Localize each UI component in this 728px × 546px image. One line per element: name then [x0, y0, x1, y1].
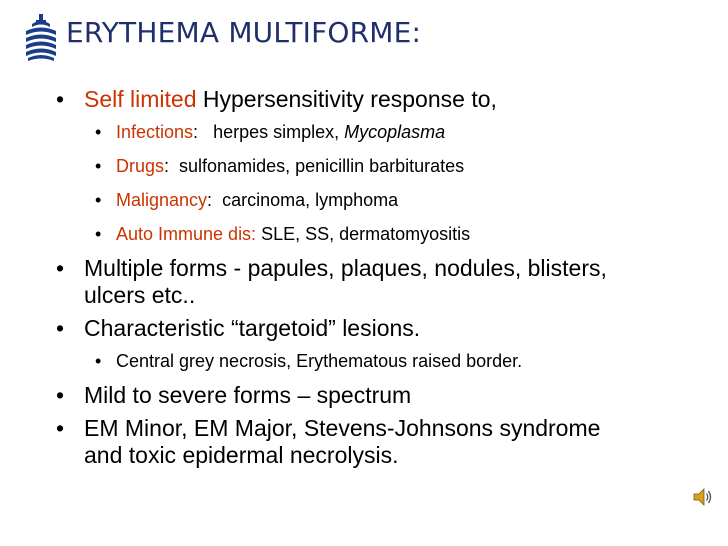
sub-bullet-item [0, 153, 728, 180]
bullet-item [0, 415, 644, 469]
sub-bullet-text: Central grey necrosis, Erythematous raised border. [116, 351, 523, 371]
sub-bullet-text: carcinoma, lymphoma [222, 190, 399, 210]
sub-bullet-italic: Mycoplasma [344, 122, 446, 142]
sub-bullet-text: SLE, SS, dermatomyositis [261, 224, 471, 244]
bullet-item [0, 86, 728, 113]
sub-bullet-separator: : [207, 190, 223, 210]
bullet-text: Hypersensitivity response to, [196, 86, 497, 112]
sub-bullet-term: Malignancy [116, 190, 208, 210]
sub-bullet-separator: : [164, 156, 180, 176]
sub-bullet-item [0, 187, 728, 214]
bullet-text: Multiple forms - papules, plaques, nodules, blisters, ulcers etc.. [84, 255, 607, 308]
slide-body [0, 86, 728, 475]
bullet-text: EM Minor, EM Major, Stevens-Johnsons syndrome and toxic epidermal necrolysis. [84, 415, 601, 468]
sub-bullet-text: sulfonamides, penicillin barbiturates [179, 156, 465, 176]
bullet-text: Characteristic “targetoid” lesions. [84, 315, 421, 341]
sub-bullet-separator: : [193, 122, 214, 142]
slide-header [0, 0, 728, 70]
sub-bullet-term: Auto Immune dis: [116, 224, 257, 244]
bullet-item [0, 255, 644, 309]
university-crest-logo [24, 14, 58, 64]
sub-bullet-text: herpes simplex, [213, 122, 345, 142]
bullet-item [0, 382, 728, 409]
sub-bullet-item [0, 348, 728, 375]
bullet-highlight: Self limited [84, 86, 197, 112]
speaker-icon[interactable] [692, 486, 714, 508]
bullet-item [0, 315, 728, 342]
sub-bullet-item [0, 119, 728, 146]
sub-bullet-item [0, 221, 728, 248]
sub-bullet-term: Drugs [116, 156, 165, 176]
sub-bullet-term: Infections [116, 122, 194, 142]
slide-title: ERYTHEMA MULTIFORME: [66, 16, 422, 49]
bullet-text: Mild to severe forms – spectrum [84, 382, 412, 408]
